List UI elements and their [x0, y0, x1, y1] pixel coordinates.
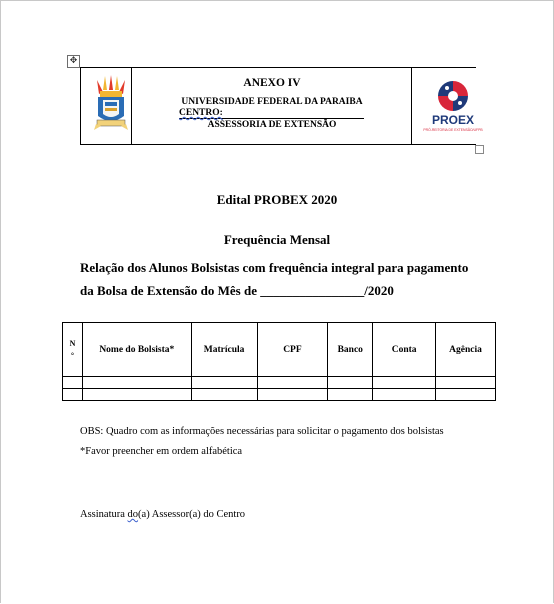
relation-line-2[interactable]: da Bolsa de Extensão do Mês de ________________/2020	[80, 283, 394, 298]
table-header-row	[63, 323, 496, 377]
table-cell[interactable]	[63, 377, 83, 389]
edital-title: Edital PROBEX 2020	[216, 192, 338, 207]
table-cell[interactable]	[82, 389, 191, 401]
table-cell[interactable]	[257, 389, 328, 401]
table-cell[interactable]	[436, 377, 496, 389]
table-cell[interactable]	[328, 389, 373, 401]
frequency-title: Frequência Mensal	[223, 232, 331, 247]
annex-title: ANEXO IV	[243, 77, 301, 89]
col-header-cpf: CPF	[257, 323, 328, 377]
col-header-banco: Banco	[328, 323, 373, 377]
col-header-matricula: Matrícula	[191, 323, 257, 377]
col-header-number: N °	[63, 323, 83, 377]
table-cell[interactable]	[191, 389, 257, 401]
table-row	[63, 389, 496, 401]
table-cell[interactable]	[257, 377, 328, 389]
col-header-conta: Conta	[373, 323, 436, 377]
table-move-handle-icon[interactable]: ✥	[67, 55, 80, 68]
col-header-name: Nome do Bolsista*	[82, 323, 191, 377]
centro-field[interactable]	[179, 108, 364, 119]
relation-line-1: Relação dos Alunos Bolsistas com frequência integral para pagamento	[80, 260, 469, 275]
table-row	[63, 377, 496, 389]
header-table	[80, 67, 483, 145]
scholarship-table	[62, 322, 496, 401]
signature-prefix: Assinatura	[80, 509, 128, 520]
table-cell[interactable]	[373, 389, 436, 401]
proex-logo	[423, 74, 483, 136]
relation-heading	[80, 256, 490, 302]
signature-suffix: (a) Assessor(a) do Centro	[138, 509, 246, 520]
centro-label: CENTRO:	[179, 108, 223, 118]
signature-do: do	[127, 509, 139, 520]
favor-note: *Favor preencher em ordem alfabética	[80, 446, 243, 457]
table-resize-handle-icon[interactable]	[475, 145, 484, 154]
table-cell[interactable]	[191, 377, 257, 389]
table-cell[interactable]	[82, 377, 191, 389]
university-name: UNIVERSIDADE FEDERAL DA PARAIBA	[181, 97, 363, 107]
header-divider	[411, 68, 412, 144]
table-cell[interactable]	[63, 389, 83, 401]
signature-line	[80, 509, 245, 520]
proex-logo-text: PROEX	[431, 113, 475, 127]
table-cell[interactable]	[373, 377, 436, 389]
department-name: ASSESSORIA DE EXTENSÃO	[207, 120, 337, 130]
ufpb-crest-icon	[93, 74, 129, 134]
table-cell[interactable]	[328, 377, 373, 389]
obs-note: OBS: Quadro com as informações necessárias para solicitar o pagamento dos bolsistas	[80, 426, 444, 437]
header-center	[132, 68, 412, 144]
table-cell[interactable]	[436, 389, 496, 401]
proex-logo-subtext: PRÓ-REITORIA DE EXTENSÃO/UFPB	[423, 128, 483, 132]
col-header-agencia: Agência	[436, 323, 496, 377]
